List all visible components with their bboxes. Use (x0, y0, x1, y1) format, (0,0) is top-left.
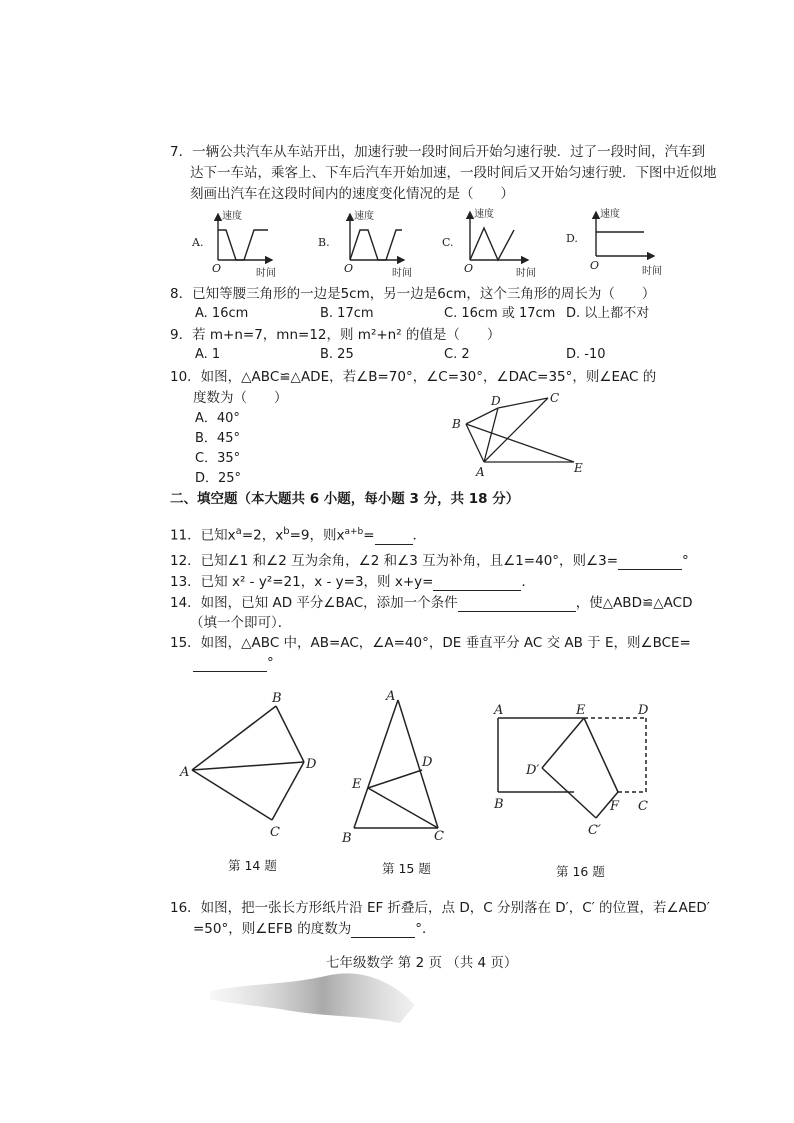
q14 (170, 594, 692, 612)
q8-option-b: B. 17cm (320, 306, 374, 321)
q7-line-3: 刻画出汽车在这段时间内的速度变化情况的是（ ） (190, 186, 514, 202)
fig14-label-b: B (272, 691, 282, 706)
q10-line-2: 度数为（ ） (193, 390, 288, 406)
q15-end: ° (267, 655, 274, 671)
q7-b-origin: O (344, 262, 354, 275)
q10-option-d: D．25° (195, 471, 242, 486)
q10-label-d: D (491, 394, 501, 408)
q10-label-c: C (550, 391, 560, 405)
q11-answer-blank[interactable] (375, 530, 413, 545)
q7-option-b-label: B. (318, 236, 330, 249)
fig15-label-d: D (422, 755, 433, 770)
q11-mid2: =9，则x (289, 527, 345, 544)
q13-answer-blank[interactable] (433, 576, 521, 591)
q7-c-origin: O (464, 262, 474, 275)
q11-suffix: = (363, 527, 375, 544)
q10-figure (448, 390, 598, 480)
q15-line-2 (193, 654, 274, 672)
q14-text: 14．如图，已知 AD 平分∠BAC，添加一个条件 (170, 595, 458, 611)
q7-a-origin: O (212, 262, 222, 275)
fig14-label-c: C (270, 825, 280, 840)
q7-option-c-label: C. (442, 236, 454, 249)
q7-graphs (188, 206, 668, 282)
q10-option-c: C．35° (195, 451, 241, 466)
fig16-label-f: F (610, 799, 620, 814)
fig16-label-b: B (494, 797, 504, 812)
q9-option-b: B. 25 (320, 347, 354, 362)
q13 (170, 573, 535, 591)
q7-d-y-axis-label: 速度 (600, 209, 620, 220)
q10-label-b: B (452, 417, 461, 431)
q7-d-origin: O (590, 259, 600, 272)
q16-line-1: 16．如图，把一张长方形纸片沿 EF 折叠后，点 D，C 分别落在 D′，C′ 的位置，若∠AED′ (170, 900, 710, 916)
q7-c-x-axis-label: 时间 (516, 268, 536, 279)
fig15-caption: 第 15 题 (382, 861, 431, 876)
q12 (170, 552, 689, 570)
fig15-label-a: A (386, 689, 396, 704)
q8-option-d: D. 以上都不对 (566, 306, 650, 321)
q16-answer-blank[interactable] (351, 923, 415, 938)
q8-option-c: C. 16cm 或 17cm (444, 306, 556, 321)
q7-b-x-axis-label: 时间 (392, 268, 412, 279)
scan-smudge (210, 965, 420, 1025)
figures-row (176, 684, 656, 844)
q11-end: ． (412, 527, 427, 544)
q12-text: 12．已知∠1 和∠2 互为余角，∠2 和∠3 互为补角，且∠1=40°，则∠3= (170, 553, 619, 569)
q14-line-2: （填一个即可）． (190, 615, 292, 631)
fig16-label-d-prime: D′ (526, 763, 540, 778)
fig14-caption: 第 14 题 (228, 858, 277, 873)
q16-line-2 (193, 920, 435, 938)
fig16-label-d: D (638, 703, 649, 718)
fig15-label-c: C (434, 829, 444, 844)
fig16-label-c-prime: C′ (588, 823, 601, 838)
q10-label-e: E (574, 461, 583, 475)
section-2-title: 二、填空题（本大题共 6 小题，每小题 3 分，共 18 分） (170, 491, 520, 507)
q8-option-a: A. 16cm (195, 306, 249, 321)
fig14-label-a: A (180, 765, 190, 780)
fig16-caption: 第 16 题 (556, 864, 605, 879)
fig16-label-c: C (638, 799, 648, 814)
q7-line-2: 达下一车站，乘客上、下车后汽车开始加速，一段时间后又开始匀速行驶．下图中近似地 (190, 165, 717, 181)
q11-exp-b: b (283, 526, 290, 537)
q9-stem: 9．若 m+n=7，mn=12，则 m²+n² 的值是（ ） (170, 327, 501, 343)
q15-text: 15．如图，△ABC 中，AB=AC，∠A=40°，DE 垂直平分 AC 交 AB 于 E，则∠BCE= (170, 635, 691, 651)
q15-answer-blank[interactable] (193, 657, 267, 672)
q11 (170, 523, 426, 545)
q7-d-x-axis-label: 时间 (642, 266, 662, 277)
q7-option-a-label: A. (192, 236, 204, 249)
fig15-label-e: E (352, 777, 362, 792)
fig16-label-e: E (576, 703, 586, 718)
fig15-label-b: B (342, 831, 352, 844)
q7-a-x-axis-label: 时间 (256, 268, 276, 279)
q11-exp-ab: a+b (344, 527, 364, 537)
q14-end: ，使△ABD≌△ACD (575, 595, 693, 611)
q13-end: ． (521, 574, 535, 590)
q10-line-1: 10．如图，△ABC≌△ADE，若∠B=70°，∠C=30°，∠DAC=35°，则∠EAC 的 (170, 369, 657, 385)
q9-option-d: D. -10 (566, 347, 606, 362)
q11-prefix: 11．已知x (170, 527, 236, 544)
q16-end: °． (415, 921, 436, 937)
q14-answer-blank[interactable] (458, 597, 576, 612)
q8-stem: 8．已知等腰三角形的一边是5cm，另一边是6cm，这个三角形的周长为（ ） (170, 286, 656, 302)
q12-end: ° (682, 553, 689, 569)
q7-line-1: 7．一辆公共汽车从车站开出，加速行驶一段时间后开始匀速行驶．过了一段时间，汽车到 (170, 144, 706, 160)
q7-a-y-axis-label: 速度 (222, 211, 242, 222)
q12-answer-blank[interactable] (618, 555, 682, 570)
q11-mid1: =2，x (241, 527, 284, 544)
q9-option-c: C. 2 (444, 347, 470, 362)
q11-exp-a: a (235, 526, 242, 537)
page-footer: 七年级数学 第 2 页 （共 4 页） (326, 955, 518, 971)
q13-text: 13．已知 x² - y²=21，x - y=3，则 x+y= (170, 574, 434, 590)
q7-option-d-label: D. (566, 232, 578, 245)
fig14-label-d: D (306, 757, 317, 772)
q7-c-y-axis-label: 速度 (474, 209, 494, 220)
q9-option-a: A. 1 (195, 347, 221, 362)
q7-b-y-axis-label: 速度 (354, 211, 374, 222)
q10-label-a: A (476, 465, 485, 479)
q10-option-a: A．40° (195, 411, 240, 426)
q16-text: =50°，则∠EFB 的度数为 (193, 921, 352, 937)
q10-option-b: B．45° (195, 431, 240, 446)
fig16-label-a: A (494, 703, 504, 718)
